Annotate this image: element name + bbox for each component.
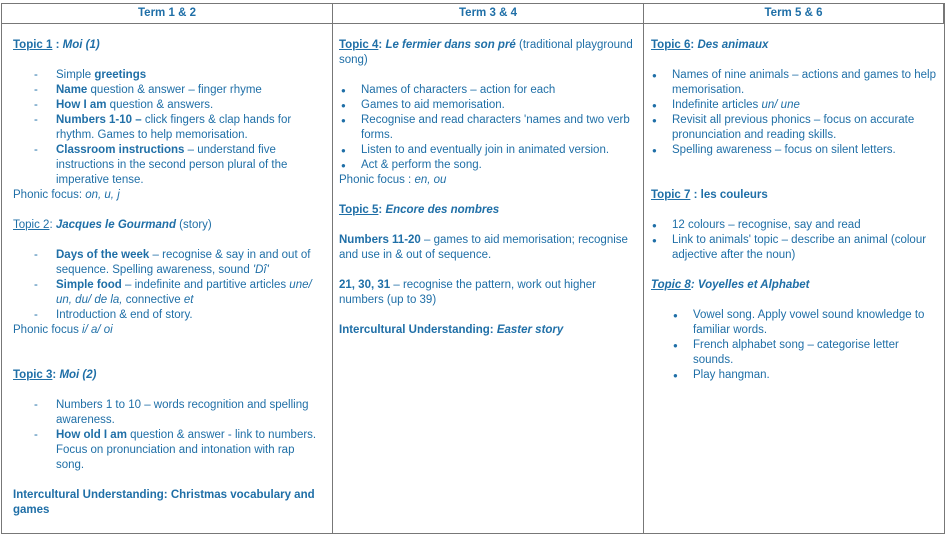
list-item: - Name question & answer – finger rhyme bbox=[56, 83, 324, 98]
list-item: - Classroom instructions – understand five instructions in the second person plural of the imperative tense. bbox=[56, 143, 324, 188]
topic-2-list bbox=[13, 248, 324, 323]
topic-6-heading: Topic 6: Des animaux bbox=[651, 39, 769, 51]
list-item: - Numbers 1 to 10 – words recognition and spelling awareness. bbox=[56, 398, 324, 428]
topic-5-numbers-21-39: 21, 30, 31 – recognise the pattern, work out higher numbers (up to 39) bbox=[339, 279, 596, 306]
list-item: ● Spelling awareness – focus on silent letters. bbox=[672, 143, 936, 158]
header-term-5-6: Term 5 & 6 bbox=[644, 4, 944, 24]
topic-2-heading: Topic 2: Jacques le Gourmand (story) bbox=[13, 219, 212, 231]
list-item: - Days of the week – recognise & say in and out of sequence. Spelling awareness, sound 'Dî' bbox=[56, 248, 324, 278]
topic-1-heading: Topic 1 : Moi (1) bbox=[13, 39, 100, 51]
topic-7-list bbox=[651, 218, 936, 263]
topic-8-heading: Topic 8: Voyelles et Alphabet bbox=[651, 279, 810, 291]
list-item: ● Indefinite articles un/ une bbox=[672, 98, 936, 113]
list-item: - How old I am question & answer - link to numbers. Focus on pronunciation and intonation with rap song. bbox=[56, 428, 324, 473]
list-item: ● Games to aid memorisation. bbox=[361, 98, 635, 113]
list-item: ● Vowel song. Apply vowel sound knowledge to familiar words. bbox=[693, 308, 936, 338]
header-term-1-2: Term 1 & 2 bbox=[2, 4, 333, 24]
list-item: - Numbers 1-10 – click fingers & clap hands for rhythm. Games to help memorisation. bbox=[56, 113, 324, 143]
list-item: ● Link to animals' topic – describe an animal (colour adjective after the noun) bbox=[672, 233, 936, 263]
topic-8-list bbox=[651, 308, 936, 383]
topic-4-list bbox=[339, 83, 635, 173]
list-item: ● Listen to and eventually join in animated version. bbox=[361, 143, 635, 158]
intercultural-easter: Intercultural Understanding: Easter story bbox=[339, 324, 564, 336]
header-term-3-4: Term 3 & 4 bbox=[333, 4, 644, 24]
list-item: ● Names of nine animals – actions and games to help memorisation. bbox=[672, 68, 936, 98]
topic-7-heading: Topic 7 : les couleurs bbox=[651, 189, 768, 201]
list-item: ● Play hangman. bbox=[693, 368, 936, 383]
topic-3-heading: Topic 3: Moi (2) bbox=[13, 369, 97, 381]
list-item: ● Act & perform the song. bbox=[361, 158, 635, 173]
topic-2-phonic: Phonic focus i/ a/ oi bbox=[13, 324, 113, 336]
intercultural-christmas: Intercultural Understanding: Christmas vocabulary and games bbox=[13, 489, 315, 516]
topic-6-list bbox=[651, 68, 936, 158]
column-term-3-4 bbox=[333, 24, 644, 533]
column-term-5-6 bbox=[644, 24, 944, 533]
list-item: ● 12 colours – recognise, say and read bbox=[672, 218, 936, 233]
topic-5-numbers-11-20: Numbers 11-20 – games to aid memorisation; recognise and use in & out of sequence. bbox=[339, 234, 628, 261]
column-term-1-2 bbox=[2, 24, 333, 533]
list-item: - Simple greetings bbox=[56, 68, 324, 83]
topic-4-heading: Topic 4: Le fermier dans son pré (traditional playground song) bbox=[339, 39, 633, 66]
topic-1-phonic: Phonic focus: on, u, j bbox=[13, 189, 120, 201]
list-item: ● Names of characters – action for each bbox=[361, 83, 635, 98]
topic-3-list bbox=[13, 398, 324, 473]
list-item: - Introduction & end of story. bbox=[56, 308, 324, 323]
list-item: - Simple food – indefinite and partitive articles une/ un, du/ de la, connective et bbox=[56, 278, 324, 308]
curriculum-table bbox=[1, 3, 945, 534]
topic-4-phonic: Phonic focus : en, ou bbox=[339, 174, 447, 186]
list-item: - How I am question & answers. bbox=[56, 98, 324, 113]
list-item: ● Recognise and read characters 'names and two verb forms. bbox=[361, 113, 635, 143]
list-item: ● Revisit all previous phonics – focus on accurate pronunciation and reading skills. bbox=[672, 113, 936, 143]
topic-5-heading: Topic 5: Encore des nombres bbox=[339, 204, 500, 216]
list-item: ● French alphabet song – categorise letter sounds. bbox=[693, 338, 936, 368]
topic-1-list bbox=[13, 68, 324, 188]
